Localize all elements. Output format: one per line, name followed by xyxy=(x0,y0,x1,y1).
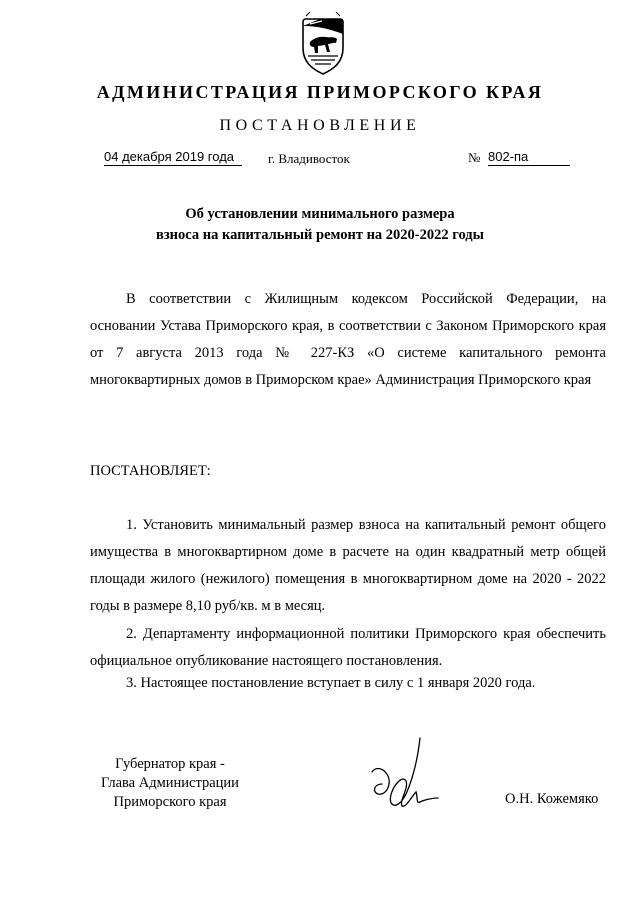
document-type: ПОСТАНОВЛЕНИЕ xyxy=(219,117,421,134)
signatory-name: О.Н. Кожемяко xyxy=(505,791,599,807)
decree-item-1: 1. Установить минимальный размер взноса на капитальный ремонт общего имущества в многоквартирном доме в расчете на один квадратный метр общей площади жилого (нежилого) помещения в многоквартирном доме на 2020 - 2022 годы в размере 8,10 руб/кв. м в месяц. xyxy=(90,517,606,614)
organization-title: АДМИНИСТРАЦИЯ ПРИМОРСКОГО КРАЯ xyxy=(96,82,544,102)
signatory-title-line-1: Губернатор края - xyxy=(115,756,225,772)
document-number: 802-па xyxy=(488,149,570,166)
decree-item-3: 3. Настоящее постановление вступает в силу с 1 января 2020 года. xyxy=(126,675,536,691)
document-number-label: № xyxy=(468,150,481,165)
signatory-title-line-3: Приморского края xyxy=(113,794,227,810)
handwritten-signature-icon xyxy=(362,736,440,820)
document-subject xyxy=(0,204,640,246)
subject-line-1: Об установлении минимального размера xyxy=(185,206,455,222)
decree-heading: ПОСТАНОВЛЯЕТ: xyxy=(90,463,211,479)
decree-item-2: 2. Департаменту информационной политики Приморского края обеспечить официальное опубликование настоящего постановления. xyxy=(90,626,606,669)
signatory-title-line-2: Глава Администрации xyxy=(101,775,239,791)
signatory-title xyxy=(72,755,268,812)
document-city: г. Владивосток xyxy=(268,151,350,166)
document-date: 04 декабря 2019 года xyxy=(104,149,242,166)
subject-line-2: взноса на капитальный ремонт на 2020-2022 годы xyxy=(156,227,484,243)
intro-paragraph: В соответствии с Жилищным кодексом Российской Федерации, на основании Устава Приморского края, в соответствии с Законом Приморского края от 7 августа 2013 года № 227-КЗ «О системе капитального ремонта многоквартирных домов в Приморском крае» Администрация Приморского края xyxy=(90,291,606,388)
coat-of-arms-icon xyxy=(298,12,348,76)
